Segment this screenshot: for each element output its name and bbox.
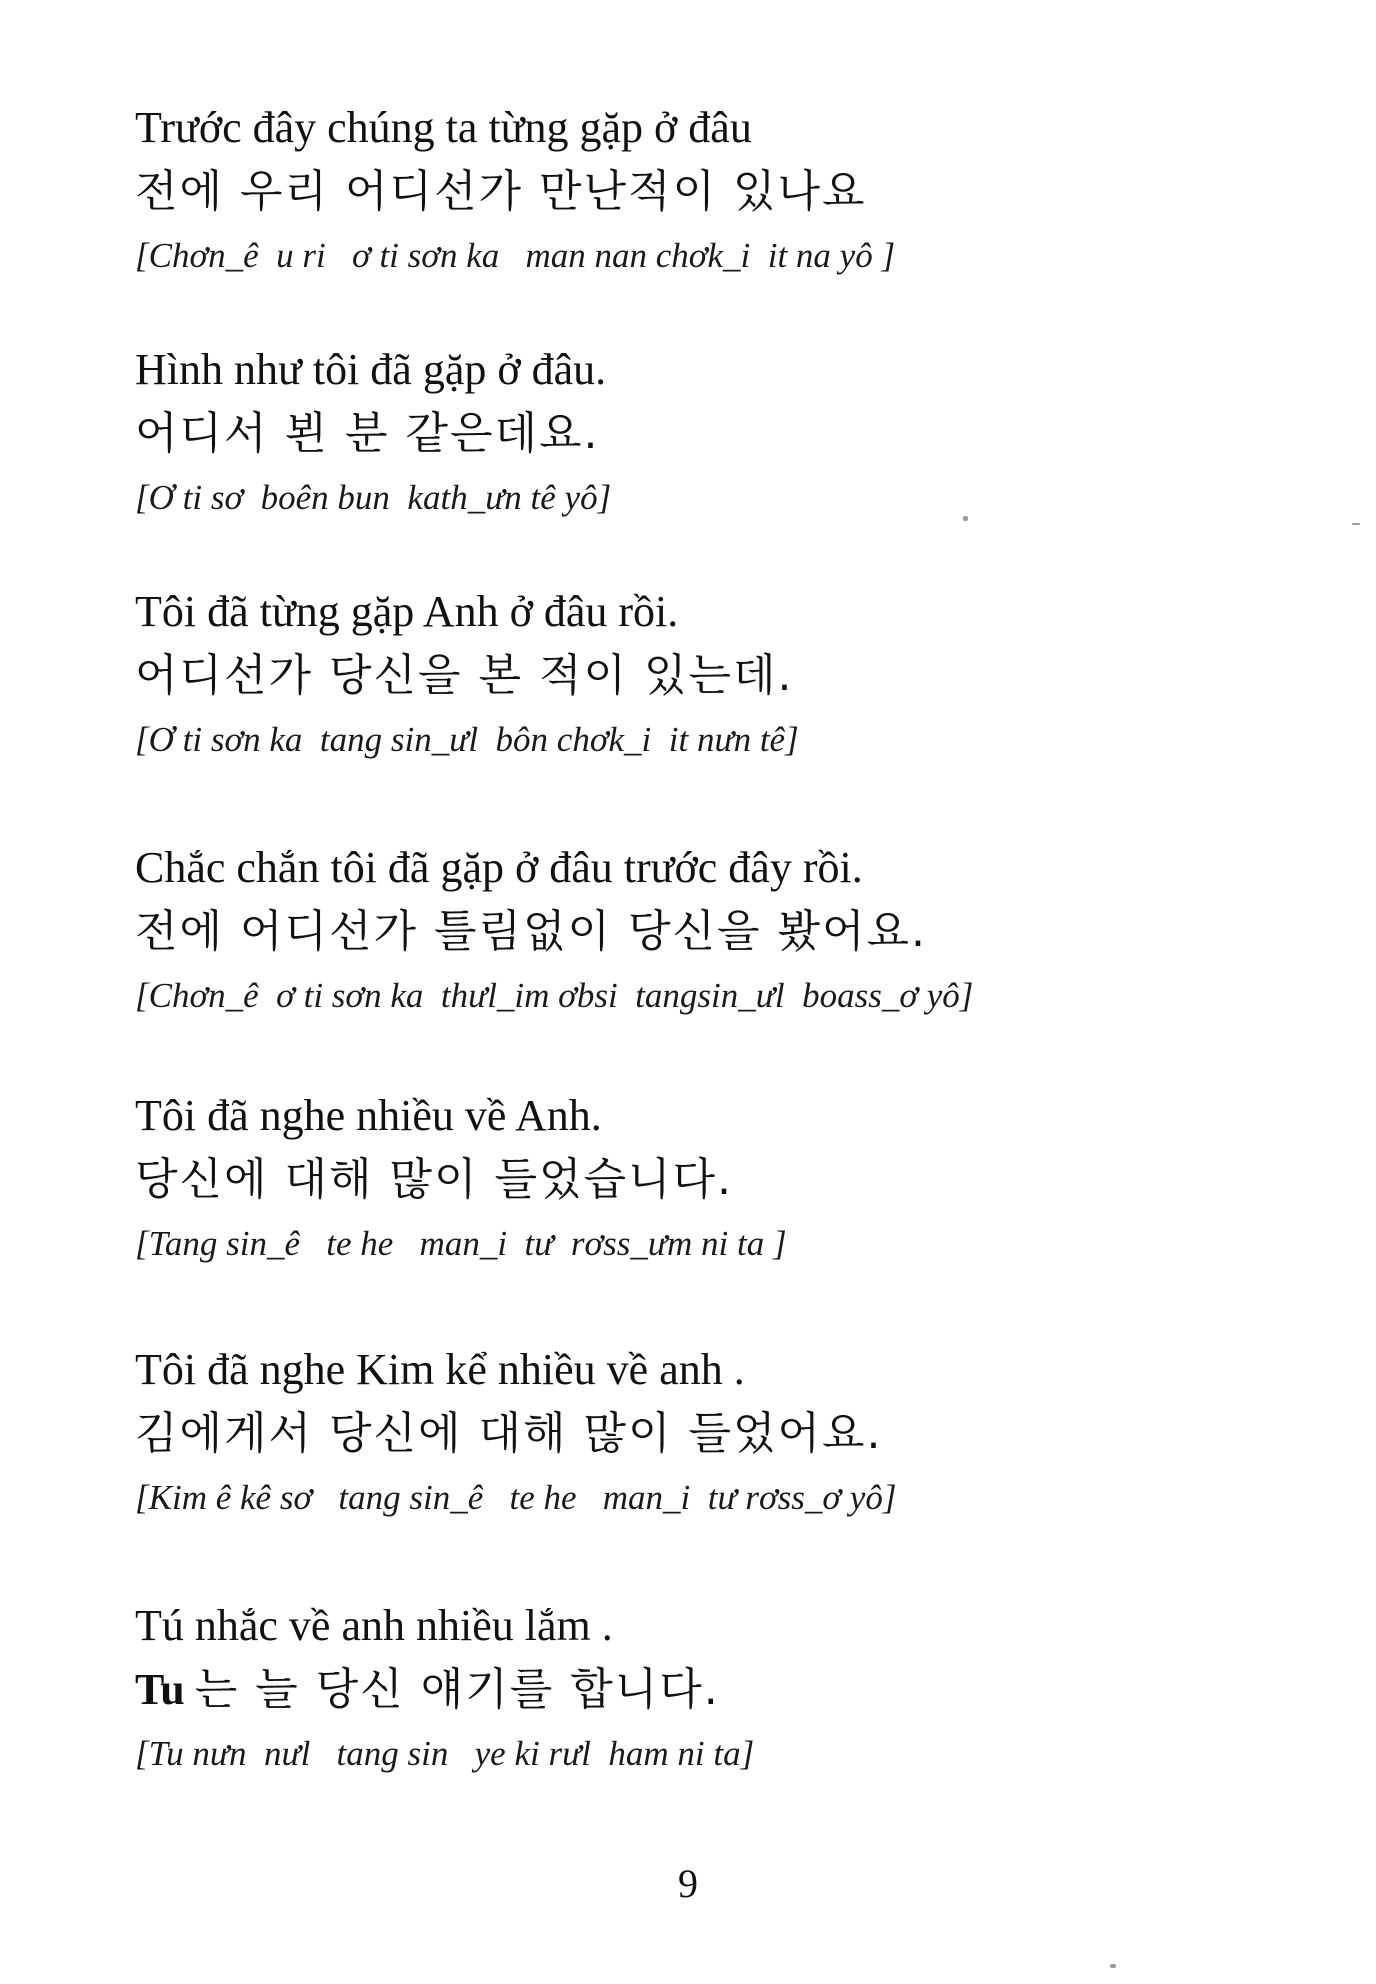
scan-speck — [963, 516, 968, 521]
romanization-text: [Ơ ti sơ boên bun kath_ưn tê yô] — [135, 478, 612, 517]
phrase-entry-6 — [135, 1342, 1315, 1522]
korean-text: 당신에 대해 많이 들었습니다. — [135, 1154, 733, 1205]
scan-speck — [1352, 523, 1360, 525]
phrase-entry-7 — [135, 1598, 1315, 1778]
phrase-entry-5 — [135, 1088, 1315, 1268]
korean-text: 전에 어디선가 틀림없이 당신을 봤어요. — [135, 906, 927, 957]
romanization-text: [Kim ê kê sơ tang sin_ê te he man_i tư rơss_ơ yô] — [135, 1478, 897, 1517]
phrase-entry-2 — [135, 342, 1315, 522]
korean-text: 어디선가 당신을 본 적이 있는데. — [135, 650, 794, 701]
romanization-text: [Ơ ti sơn ka tang sin_ưl bôn chơk_i it nưn tê] — [135, 720, 799, 759]
phrase-entry-1 — [135, 100, 1315, 280]
korean-text — [135, 1660, 1315, 1720]
vietnamese-text: Tôi đã nghe nhiều về Anh. — [135, 1091, 602, 1140]
korean-text-rest: 는 늘 당신 얘기를 합니다. — [194, 1664, 720, 1715]
phrase-entry-4 — [135, 840, 1315, 1020]
vietnamese-text: Tôi đã nghe Kim kể nhiều về anh . — [135, 1345, 745, 1394]
vietnamese-text: Tú nhắc về anh nhiều lắm . — [135, 1601, 613, 1650]
romanization-text: [Tang sin_ê te he man_i tư rơss_ưm ni ta ] — [135, 1224, 787, 1263]
romanization-text: [Tu nưn nưl tang sin ye ki rưl ham ni ta] — [135, 1734, 755, 1773]
vietnamese-text: Trước đây chúng ta từng gặp ở đâu — [135, 103, 752, 152]
korean-bold-name: Tu — [135, 1665, 185, 1714]
scan-speck — [1110, 1964, 1116, 1968]
romanization-text: [Chơn_ê ơ ti sơn ka thưl_im ơbsi tangsin_ưl boass_ơ yô] — [135, 976, 974, 1015]
korean-text: 전에 우리 어디선가 만난적이 있나요 — [135, 166, 867, 217]
korean-text: 김에게서 당신에 대해 많이 들었어요. — [135, 1408, 883, 1459]
phrase-entry-3 — [135, 584, 1315, 764]
page-number: 9 — [678, 1861, 698, 1906]
vietnamese-text: Chắc chắn tôi đã gặp ở đâu trước đây rồi. — [135, 843, 863, 892]
romanization-text: [Chơn_ê u ri ơ ti sơn ka man nan chơk_i it na yô ] — [135, 236, 896, 275]
vietnamese-text: Hình như tôi đã gặp ở đâu. — [135, 345, 607, 394]
korean-text: 어디서 뵌 분 같은데요. — [135, 408, 600, 459]
vietnamese-text: Tôi đã từng gặp Anh ở đâu rồi. — [135, 587, 679, 636]
